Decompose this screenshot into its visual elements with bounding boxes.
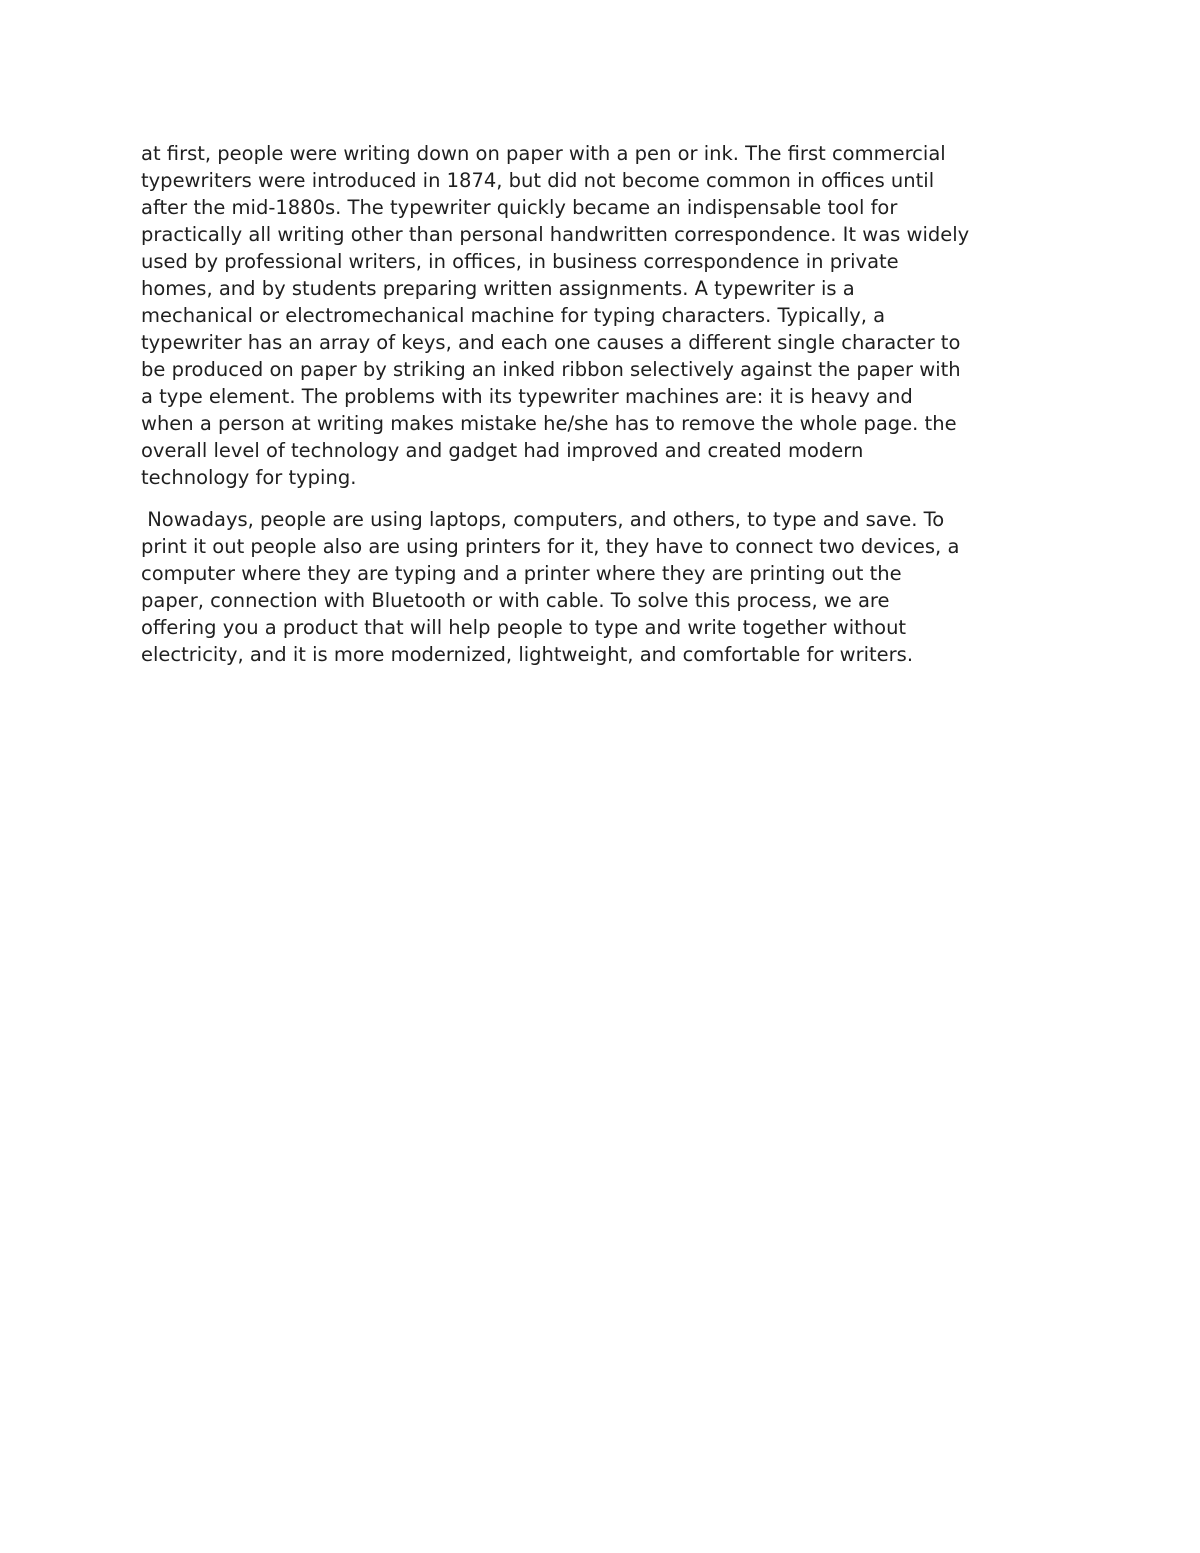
- text-line: be produced on paper by striking an inked ribbon selectively against the paper with: [141, 358, 961, 381]
- text-line: paper, connection with Bluetooth or with cable. To solve this process, we are: [141, 589, 890, 612]
- paragraph-typewriter-history: [141, 140, 1071, 491]
- text-line: technology for typing.: [141, 466, 357, 489]
- document-body: [141, 140, 1071, 668]
- text-line: after the mid-1880s. The typewriter quickly became an indispensable tool for: [141, 196, 898, 219]
- text-line: mechanical or electromechanical machine for typing characters. Typically, a: [141, 304, 886, 327]
- text-line: at first, people were writing down on paper with a pen or ink. The first commercial: [141, 142, 946, 165]
- text-line: typewriter has an array of keys, and each one causes a different single character to: [141, 331, 961, 354]
- text-line: offering you a product that will help people to type and write together without: [141, 616, 907, 639]
- text-line: when a person at writing makes mistake he/she has to remove the whole page. the: [141, 412, 957, 435]
- text-line: Nowadays, people are using laptops, computers, and others, to type and save. To: [141, 508, 945, 531]
- text-line: practically all writing other than personal handwritten correspondence. It was widely: [141, 223, 970, 246]
- text-line: typewriters were introduced in 1874, but did not become common in offices until: [141, 169, 935, 192]
- text-line: print it out people also are using printers for it, they have to connect two devices, a: [141, 535, 960, 558]
- paragraph-modern-devices: [141, 506, 1071, 668]
- text-line: electricity, and it is more modernized, lightweight, and comfortable for writers.: [141, 643, 914, 666]
- text-line: computer where they are typing and a printer where they are printing out the: [141, 562, 902, 585]
- text-line: overall level of technology and gadget had improved and created modern: [141, 439, 864, 462]
- text-line: a type element. The problems with its typewriter machines are: it is heavy and: [141, 385, 913, 408]
- text-line: homes, and by students preparing written assignments. A typewriter is a: [141, 277, 855, 300]
- text-line: used by professional writers, in offices, in business correspondence in private: [141, 250, 899, 273]
